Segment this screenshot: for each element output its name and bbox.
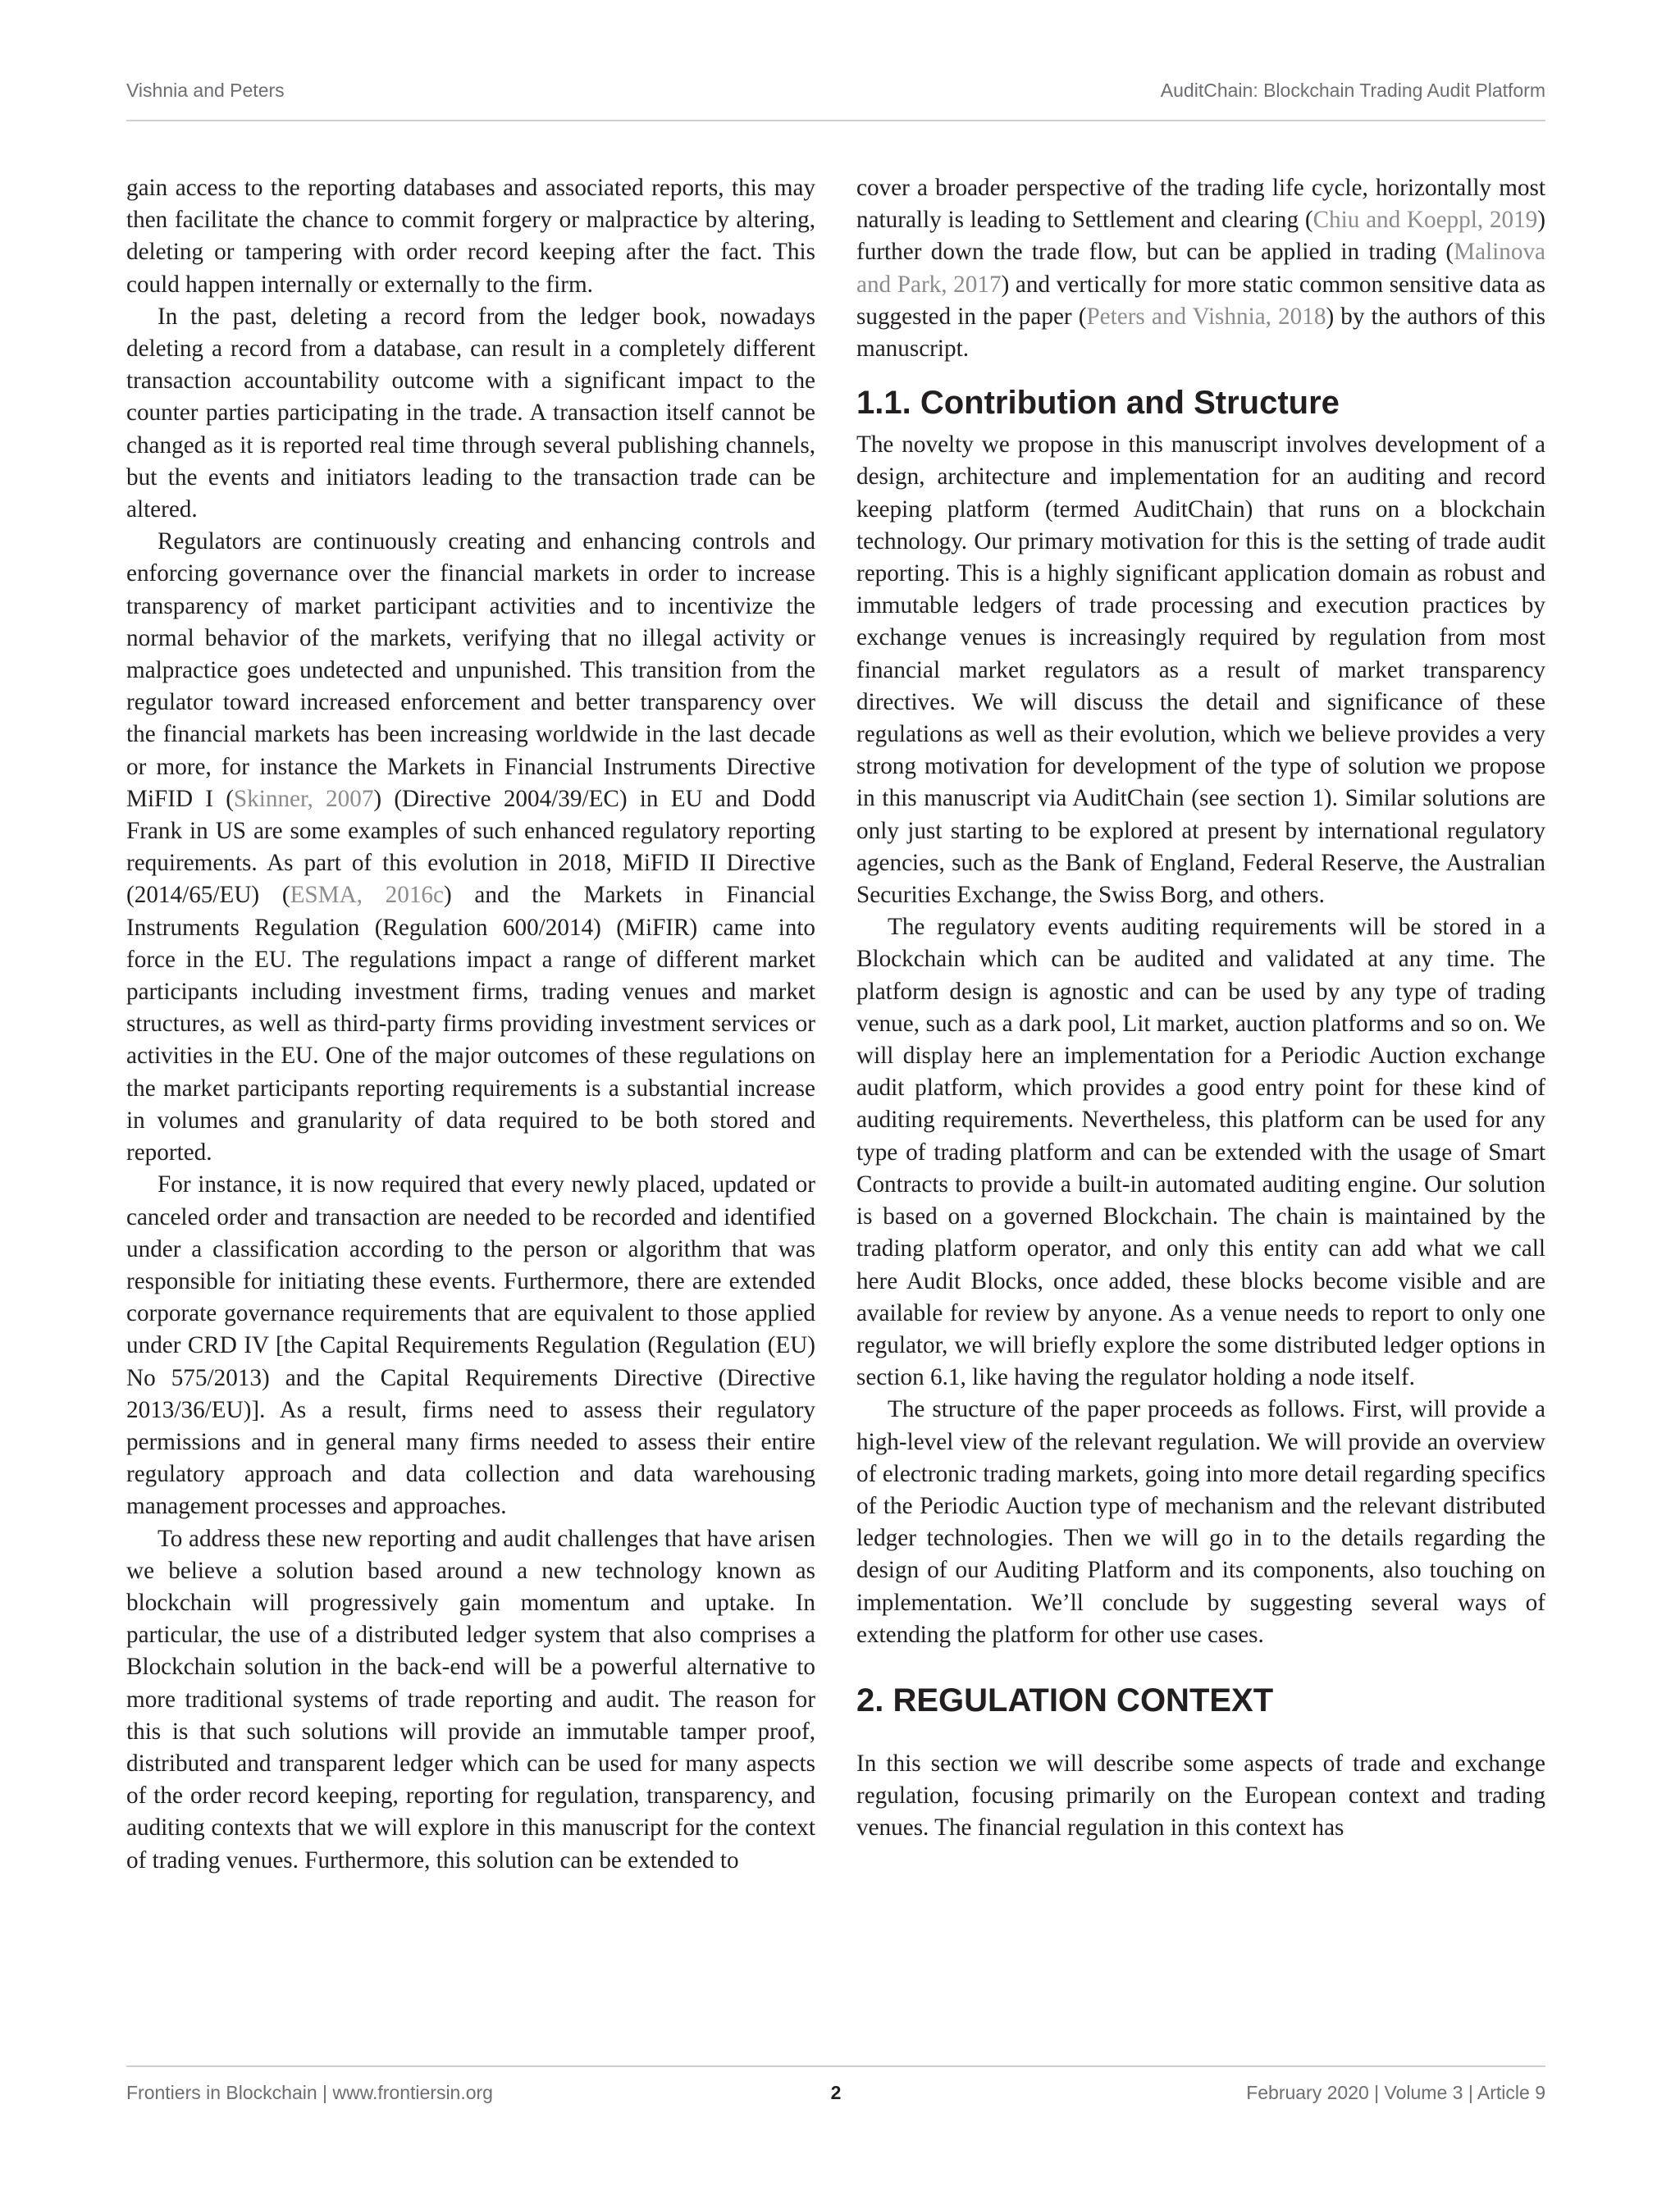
paragraph: gain access to the reporting databases and associated reports, this may then facilitate the chance to commit forgery or malpractice by altering, deleting or tampering with order record keeping after the fact. This could happen internally or externally to the firm. <box>126 175 815 298</box>
citation-link[interactable]: Malinova and Park, 2017 <box>856 239 1545 298</box>
section-heading: 2. REGULATION CONTEXT <box>856 1682 1274 1718</box>
footer-journal: Frontiers in Blockchain | www.frontiersin.org <box>126 2082 493 2103</box>
running-header <box>126 80 1545 106</box>
subsection-heading: 1.1. Contribution and Structure <box>856 385 1340 422</box>
header-rule <box>126 120 1545 121</box>
citation-link[interactable]: ESMA, 2016c <box>290 882 444 909</box>
header-authors: Vishnia and Peters <box>126 80 285 101</box>
paragraph: In the past, deleting a record from the ledger book, nowadays deleting a record from a database, can result in a completely different transaction accountability outcome with a significant impact to the counter parties participating in the trade. A transaction itself cannot be changed as it is reported real time through several publishing channels, but the events and initiators leading to the transaction trade can be altered. <box>126 303 815 523</box>
right-column <box>856 172 1545 1845</box>
header-title: AuditChain: Blockchain Trading Audit Platform <box>1160 80 1545 101</box>
paragraph: The regulatory events auditing requirements will be stored in a Blockchain which can be audited and validated at any time. The platform design is agnostic and can be used by any type of trading venue, such as a dark pool, Lit market, auction platforms and so on. We will display here an implementation for a Periodic Auction exchange audit platform, which provides a good entry point for these kind of auditing requirements. Nevertheless, this platform can be used for any type of trading platform and can be extended with the usage of Smart Contracts to provide a built-in automated auditing engine. Our solution is based on a governed Blockchain. The chain is maintained by the trading platform operator, and only this entity can add what we call here Audit Blocks, once added, these blocks become visible and are available for review by anyone. As a venue needs to report to only one regulator, we will briefly explore the some distributed ledger options in section 6.1, like having the regulator holding a node itself. <box>856 914 1545 1391</box>
paragraph: cover a broader perspective of the trading life cycle, horizontally most naturally is leading to Settlement and clearing (Chiu and Koeppl, 2019) further down the trade flow, but can be applied in trading (Malinova and Park, 2017) and vertically for more static common sensitive data as suggested in the paper (Peters and Vishnia, 2018) by the authors of this manuscript. <box>856 175 1545 363</box>
paragraph: For instance, it is now required that every newly placed, updated or canceled order and transaction are needed to be recorded and identified under a classification according to the person or algorithm that was responsible for initiating these events. Furthermore, there are extended corporate governance requirements that are equivalent to those applied under CRD IV [the Capital Requirements Regulation (Regulation (EU) No 575/2013) and the Capital Requirements Directive (Directive 2013/36/EU)]. As a result, firms need to assess their regulatory permissions and in general many firms needed to assess their entire regulatory approach and data collection and data warehousing management processes and approaches. <box>126 1171 815 1520</box>
paragraph: Regulators are continuously creating and enhancing controls and enforcing governance over the financial markets in order to increase transparency of market participant activities and to incentivize the normal behavior of the markets, verifying that no illegal activity or malpractice goes undetected and unpunished. This transition from the regulator toward increased enforcement and better transparency over the financial markets has been increasing worldwide in the last decade or more, for instance the Markets in Financial Instruments Directive MiFID I (Skinner, 2007) (Directive 2004/39/EC) in EU and Dodd Frank in US are some examples of such enhanced regulatory reporting requirements. As part of this evolution in 2018, MiFID II Directive (2014/65/EU) (ESMA, 2016c) and the Markets in Financial Instruments Regulation (Regulation 600/2014) (MiFIR) came into force in the EU. The regulations impact a range of different market participants including investment firms, trading venues and market structures, as well as third-party firms providing investment services or activities in the EU. One of the major outcomes of these regulations on the market participants reporting requirements is a substantial increase in volumes and granularity of data required to be both stored and reported. <box>126 528 815 1166</box>
paragraph: The structure of the paper proceeds as follows. First, will provide a high-level view of the relevant regulation. We will provide an overview of electronic trading markets, going into more detail regarding specifics of the Periodic Auction type of mechanism and the relevant distributed ledger technologies. Then we will go in to the details regarding the design of our Auditing Platform and its components, also touching on implementation. We’ll conclude by suggesting several ways of extending the platform for other use cases. <box>856 1396 1545 1648</box>
citation-link[interactable]: Peters and Vishnia, 2018 <box>1086 303 1326 330</box>
page-footer <box>126 2082 1545 2108</box>
footer-issue: February 2020 | Volume 3 | Article 9 <box>1246 2082 1545 2103</box>
citation-link[interactable]: Skinner, 2007 <box>233 785 374 812</box>
paragraph: The novelty we propose in this manuscript involves development of a design, architecture and implementation for an auditing and record keeping platform (termed AuditChain) that runs on a blockchain technology. Our primary motivation for this is the setting of trade audit reporting. This is a highly significant application domain as robust and immutable ledgers of trade processing and execution practices by exchange venues is increasingly required by regulation from most financial market regulators as a result of market transparency directives. We will discuss the detail and significance of these regulations as well as their evolution, which we believe provides a very strong motivation for development of the type of solution we propose in this manuscript via AuditChain (see section 1). Similar solutions are only just starting to be explored at present by international regulatory agencies, such as the Bank of England, Federal Reserve, the Australian Securities Exchange, the Swiss Borg, and others. <box>856 431 1545 909</box>
paragraph: To address these new reporting and audit challenges that have arisen we believe a solution based around a new technology known as blockchain will progressively gain momentum and uptake. In particular, the use of a distributed ledger system that also comprises a Blockchain solution in the back-end will be a powerful alternative to more traditional systems of trade reporting and audit. The reason for this is that such solutions will provide an immutable tamper proof, distributed and transparent ledger which can be used for many aspects of the order record keeping, reporting for regulation, transparency, and auditing contexts that we will explore in this manuscript for the context of trading venues. Furthermore, this solution can be extended to <box>126 1525 815 1874</box>
citation-link[interactable]: Chiu and Koeppl, 2019 <box>1312 207 1538 234</box>
paragraph: In this section we will describe some aspects of trade and exchange regulation, focusing primarily on the European context and trading venues. The financial regulation in this context has <box>856 1750 1545 1842</box>
page-number: 2 <box>830 2082 842 2103</box>
footer-rule <box>126 2065 1545 2067</box>
left-column <box>126 172 815 1877</box>
